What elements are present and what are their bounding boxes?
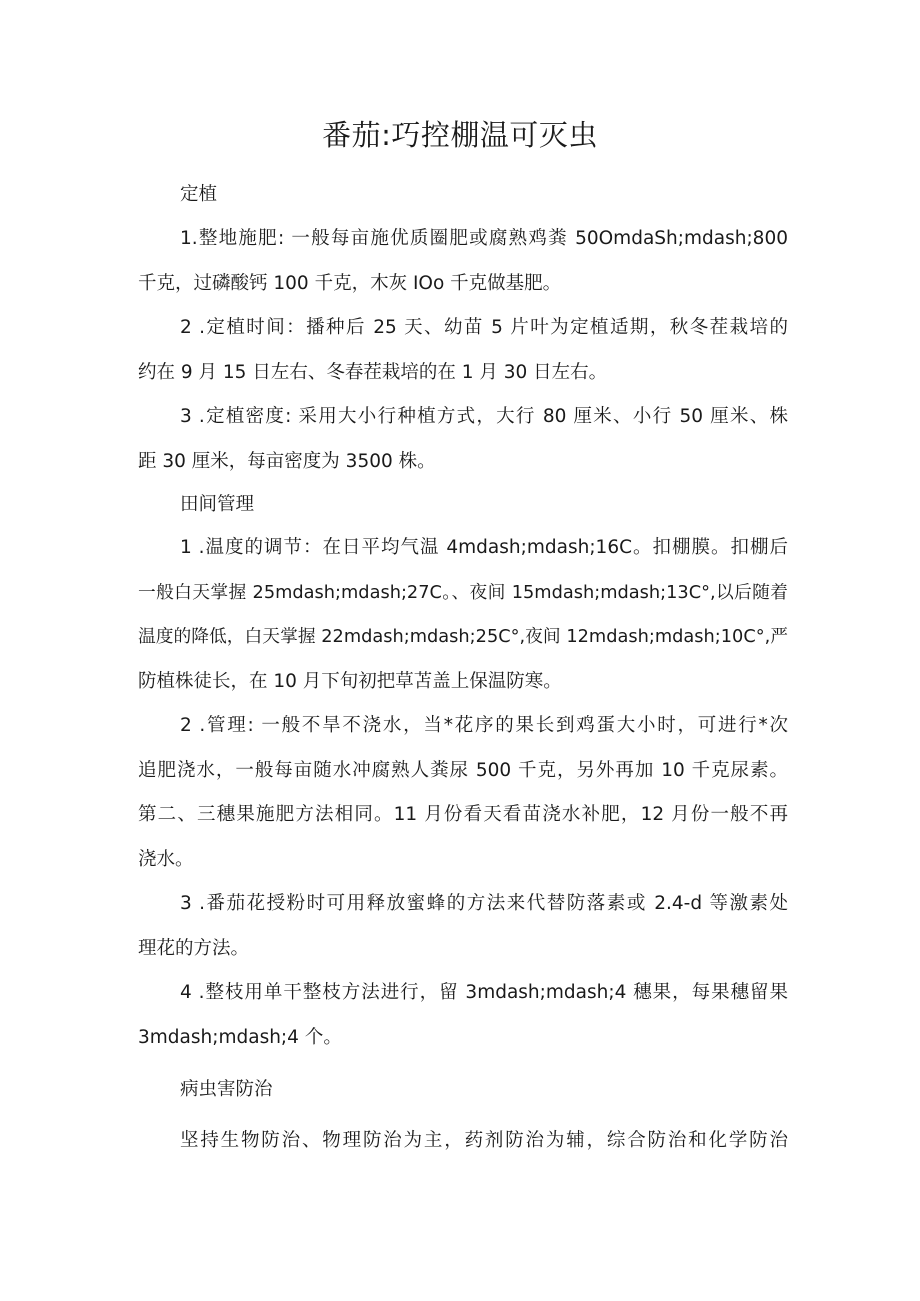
paragraph-line: 2 .定植时间：播种后 25 天、幼苗 5 片叶为定植适期，秋冬茬栽培的 [180, 317, 788, 338]
paragraph-line: 4 .整枝用单干整枝方法进行，留 3mdash;mdash;4 穗果，每果穗留果 [180, 982, 788, 1003]
paragraph-line: 3 .番茄花授粉时可用释放蜜蜂的方法来代替防落素或 2.4-d 等激素处 [180, 893, 788, 914]
paragraph-line: 约在 9 月 15 日左右、冬春茬栽培的在 1 月 30 日左右。 [138, 362, 608, 383]
paragraph-line: 一般白天掌握 25mdash;mdash;27C。、夜间 15mdash;mdash;13C°,以后随着 [138, 583, 788, 603]
section-heading-pest-control: 病虫害防治 [180, 1079, 273, 1100]
paragraph-line: 追肥浇水，一般每亩随水冲腐熟人粪尿 500 千克，另外再加 10 千克尿素。 [138, 760, 788, 781]
section-heading-planting: 定植 [180, 184, 218, 205]
paragraph-line: 3mdash;mdash;4 个。 [138, 1027, 342, 1048]
paragraph-line: 千克，过磷酸钙 100 千克，木灰 IOo 千克做基肥。 [138, 273, 562, 294]
paragraph-line: 3 .定植密度: 采用大小行种植方式，大行 80 厘米、小行 50 厘米、株 [180, 406, 788, 427]
document-title: 番茄:巧控棚温可灭虫 [322, 118, 598, 152]
paragraph-line: 理花的方法。 [138, 938, 250, 959]
paragraph-line: 2 .管理: 一般不旱不浇水，当*花序的果长到鸡蛋大小时，可进行*次 [180, 715, 788, 736]
paragraph-line: 坚持生物防治、物理防治为主，药剂防治为辅，综合防治和化学防治 [180, 1130, 788, 1151]
paragraph-line: 1.整地施肥: 一般每亩施优质圈肥或腐熟鸡粪 50OmdaSh;mdash;800 [180, 228, 788, 249]
paragraph-line: 距 30 厘米，每亩密度为 3500 株。 [138, 451, 436, 472]
paragraph-line: 浇水。 [138, 849, 194, 870]
paragraph-line: 第二、三穗果施肥方法相同。11 月份看天看苗浇水补肥，12 月份一般不再 [138, 804, 788, 825]
paragraph-line: 防植株徒长，在 10 月下旬初把草苫盖上保温防寒。 [138, 671, 562, 692]
paragraph-line: 1 .温度的调节：在日平均气温 4mdash;mdash;16C。扣棚膜。扣棚后 [180, 537, 788, 558]
section-heading-field-management: 田间管理 [180, 494, 255, 515]
paragraph-line: 温度的降低，白天掌握 22mdash;mdash;25C°,夜间 12mdash;mdash;10C°,严 [138, 627, 788, 647]
